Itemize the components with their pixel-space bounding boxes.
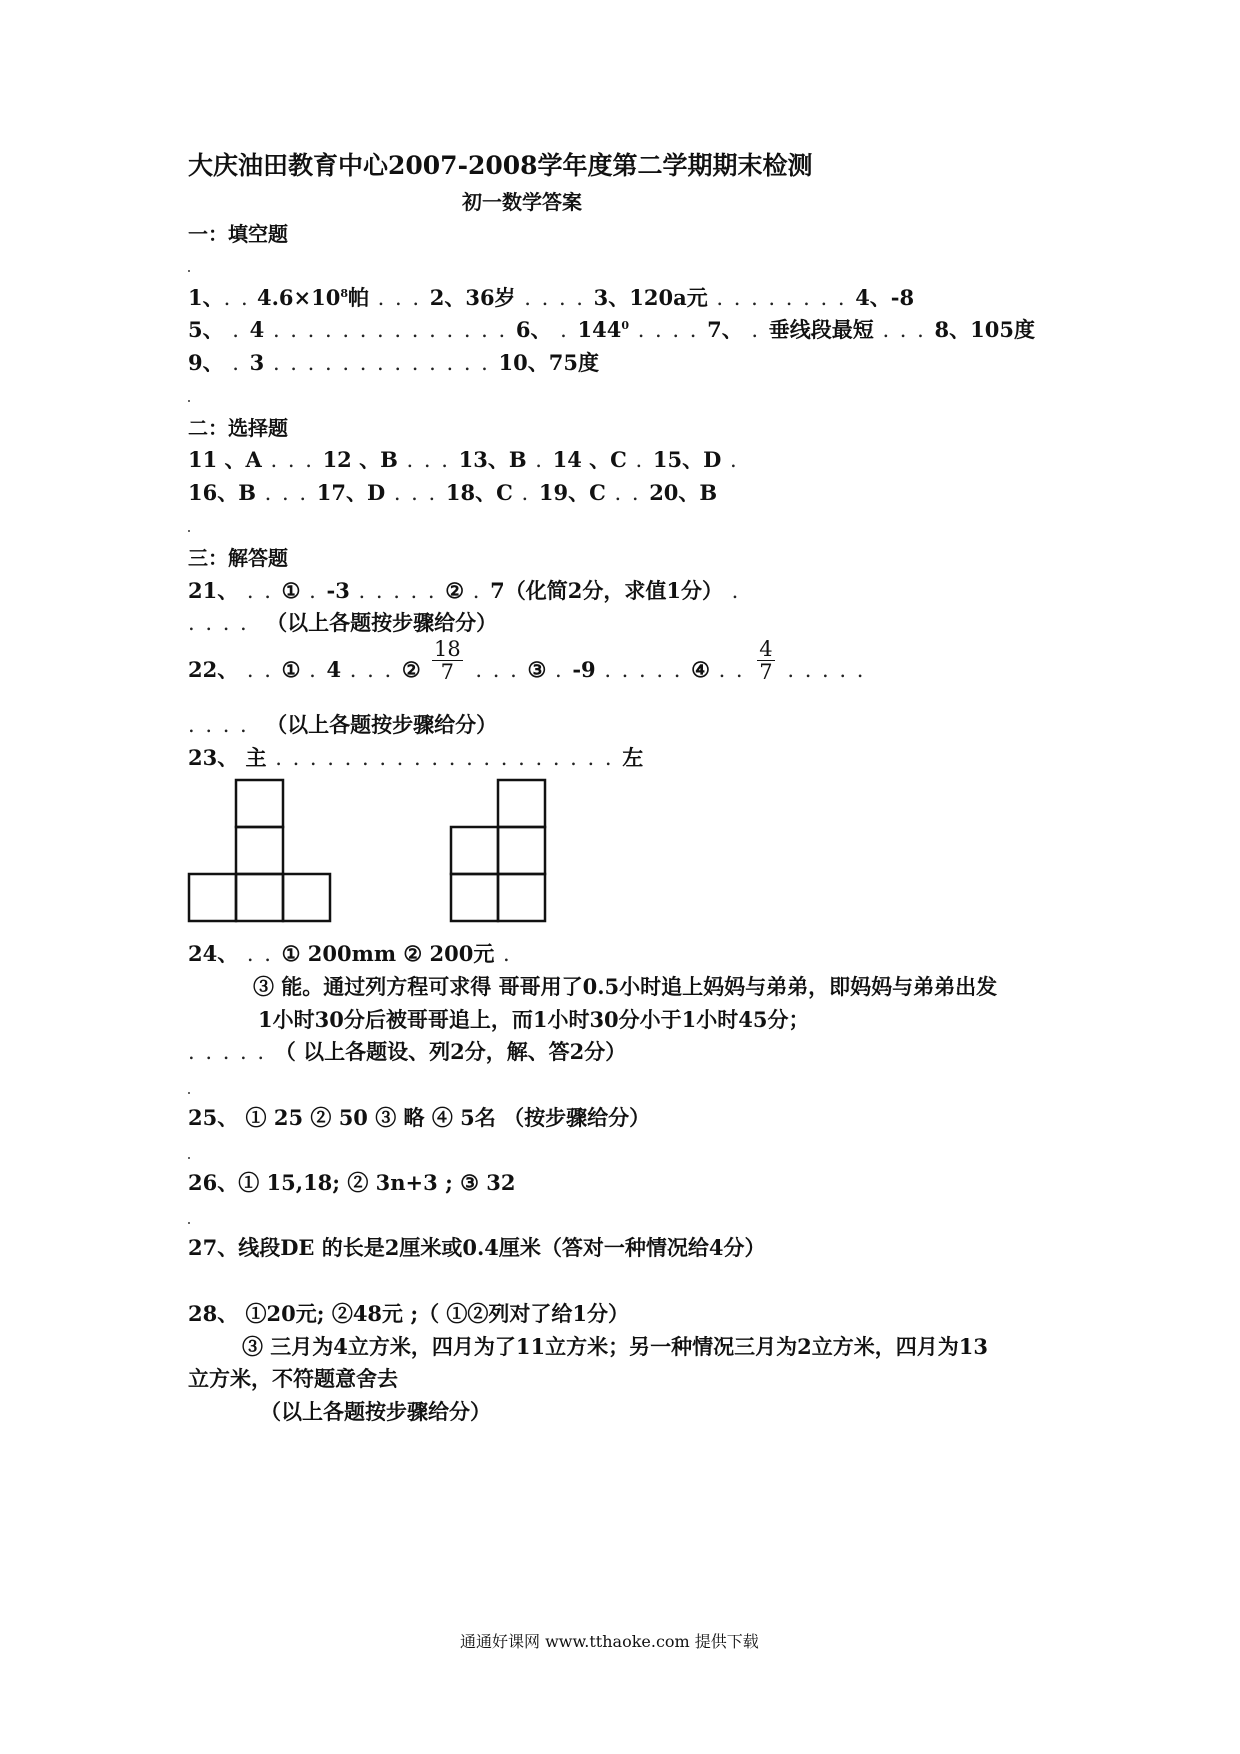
q8-answer: 8、105度 — [934, 317, 1035, 342]
q24-line-1: 24、 . . ① 200mm ② 200元 . — [188, 941, 512, 966]
q21-value-2: 7（化简2分，求值1分） — [490, 578, 723, 603]
q15-answer: 15、D — [652, 447, 722, 472]
q24-grading-note: （ 以上各题设、列2分，解、答2分） — [274, 1039, 627, 1064]
section-heading-choice: 二：选择题 — [188, 416, 288, 440]
q13-answer: 13、B — [458, 447, 527, 472]
q22-fraction-2-numerator: 4 — [759, 637, 773, 661]
fill-answers-row-3: 9、 . 3 . . . . . . . . . . . . . 10、75度 — [188, 350, 599, 375]
front-view-cell — [283, 874, 330, 921]
grading-note-1: （以上各题按步骤给分） — [266, 610, 498, 635]
q6-value: 144 — [577, 317, 622, 342]
q26-line: 26、① 15,18; ② 3n+3 ; ③ 32 — [188, 1170, 516, 1195]
left-view-cell — [498, 874, 545, 921]
q22-value-1: 4 — [326, 657, 342, 682]
q9-number: 9、 — [188, 350, 224, 375]
q22-fraction-1 — [432, 638, 463, 683]
front-view-cell — [236, 874, 283, 921]
q27-line: 27、线段DE 的长是2厘米或0.4厘米（答对一种情况给4分） — [188, 1235, 766, 1260]
scan-mark — [188, 1092, 190, 1094]
q17-answer: 17、D — [316, 480, 386, 505]
q24-answers-1-2: ① 200mm ② 200元 — [281, 941, 495, 966]
section-heading-solve: 三：解答题 — [188, 546, 288, 570]
q24-line-2: ③ 能。通过列方程可求得 哥哥用了0.5小时追上妈妈与弟弟，即妈妈与弟弟出发 — [253, 974, 998, 999]
left-view-cell — [498, 827, 545, 874]
section-heading-fill: 一：填空题 — [188, 222, 288, 246]
q20-answer: 20、B — [649, 480, 718, 505]
front-view-cell — [236, 827, 283, 874]
q1-value: 4.6×10 — [256, 285, 341, 310]
front-view-cell — [236, 780, 283, 827]
q21-value-1: -3 — [326, 578, 350, 603]
q28-grading-note: （以上各题按步骤给分） — [260, 1399, 491, 1424]
q10-answer: 10、75度 — [498, 350, 599, 375]
scan-mark — [188, 530, 190, 532]
q6-number: 6、 — [515, 317, 552, 342]
q18-answer: 18、C — [445, 480, 513, 505]
q5-number: 5、 — [188, 317, 224, 342]
grading-note-2: （以上各题按步骤给分） — [266, 712, 498, 737]
q23-left-view-diagram — [448, 778, 552, 928]
q21-number: 21、 — [188, 578, 239, 603]
q28-line-3: 立方米，不符题意舍去 — [188, 1366, 398, 1391]
q3-answer: 3、120a元 — [593, 285, 708, 310]
q1-number: 1、 — [188, 285, 224, 310]
scan-mark — [188, 400, 190, 402]
q24-number: 24、 — [188, 941, 239, 966]
q22-mark-3: ③ — [527, 657, 547, 682]
q12-answer: 12 、B — [322, 447, 398, 472]
q28-line-1: 28、 ①20元; ②48元 ;（ ①②列对了给1分） — [188, 1301, 630, 1326]
q22-number: 22、 — [188, 657, 239, 682]
document-subtitle: 初一数学答案 — [462, 190, 582, 214]
q22-mark-4: ④ — [691, 657, 710, 682]
front-view-cell — [189, 874, 236, 921]
q19-answer: 19、C — [538, 480, 606, 505]
q22-mark-1: ① — [281, 657, 301, 682]
q25-line: 25、 ① 25 ② 50 ③ 略 ④ 5名 （按步骤给分） — [188, 1105, 651, 1130]
document-title: 大庆油田教育中心2007-2008学年度第二学期期末检测 — [188, 151, 813, 180]
left-view-cell — [451, 874, 498, 921]
q24-line-3: 1小时30分后被哥哥追上，而1小时30分小于1小时45分； — [258, 1007, 810, 1032]
q22-value-3: -9 — [572, 657, 596, 682]
q28-line-2: ③ 三月为4立方米，四月为了11立方米；另一种情况三月为2立方米，四月为13 — [242, 1334, 988, 1359]
q1-unit: 帕 — [347, 285, 369, 310]
choice-answers-row-1: 11 、A . . . 12 、B . . . 13、B . 14 、C . 15、D . — [188, 447, 739, 472]
q24-line-4: . . . . . （ 以上各题设、列2分，解、答2分） — [188, 1039, 627, 1064]
scan-mark — [188, 270, 190, 272]
fill-answers-row-1: 1、. . $4.6\times 10^8$帕 . . . 2、36岁 . . . . 3、120a元 . . . . . . . . 4、-8 — [188, 285, 915, 310]
q6-exponent: 0 — [621, 319, 630, 332]
q7-number: 7、 — [707, 317, 743, 342]
q21-mark-2: ② — [445, 578, 465, 603]
q23-line: 23、 主 . . . . . . . . . . . . . . . . . . . . 左 — [188, 745, 644, 770]
q22-fraction-2 — [757, 638, 774, 683]
q21-line: 21、 . . ① . -3 . . . . . ② . 7（化简2分，求值1分） . — [188, 578, 741, 603]
q14-answer: 14 、C — [552, 447, 627, 472]
q21-mark-1: ① — [281, 578, 301, 603]
q23-front-view-label: 主 — [245, 745, 267, 770]
q2-answer: 2、36岁 — [429, 285, 516, 310]
q23-front-view-diagram — [186, 778, 336, 928]
left-view-cell — [451, 827, 498, 874]
q1-exponent: 8 — [340, 287, 348, 300]
q23-left-view-label: 左 — [622, 745, 644, 770]
q23-number: 23、 — [188, 745, 239, 770]
fill-answers-row-2: 5、 . 4 . . . . . . . . . . . . . . 6、 . $144^0$ . . . . 7、 . 垂线段最短 . . . 8、105度 — [188, 317, 1035, 342]
q11-answer: 11 、A — [188, 447, 262, 472]
q22-line: 22、 . . ① . 4 . . . ② $\frac{18}{7}$ . . . ③ . -9 . . . . . ④ . . $\frac{4}{7}$ . . . . . — [188, 637, 866, 684]
left-view-cell — [498, 780, 545, 827]
q16-answer: 16、B — [188, 480, 256, 505]
q5-value: 4 — [249, 317, 265, 342]
scan-mark — [188, 1157, 190, 1159]
q7-value: 垂线段最短 — [768, 317, 874, 342]
choice-answers-row-2: 16、B . . . 17、D . . . 18、C . 19、C . . 20、B — [188, 480, 718, 505]
q22-fraction-2-denominator: 7 — [759, 660, 773, 684]
scan-mark — [188, 1222, 190, 1224]
q4-answer: 4、-8 — [855, 285, 915, 310]
q9-value: 3 — [249, 350, 265, 375]
q22-mark-2: ② — [401, 657, 421, 682]
q22-fraction-1-numerator: 18 — [433, 637, 461, 661]
note-line-2: . . . . （以上各题按步骤给分） — [188, 712, 498, 737]
note-line-1: . . . . （以上各题按步骤给分） — [188, 610, 498, 635]
q22-fraction-1-denominator: 7 — [440, 660, 455, 684]
footer-source-line: 通通好课网 www.tthaoke.com 提供下载 — [460, 1632, 759, 1651]
